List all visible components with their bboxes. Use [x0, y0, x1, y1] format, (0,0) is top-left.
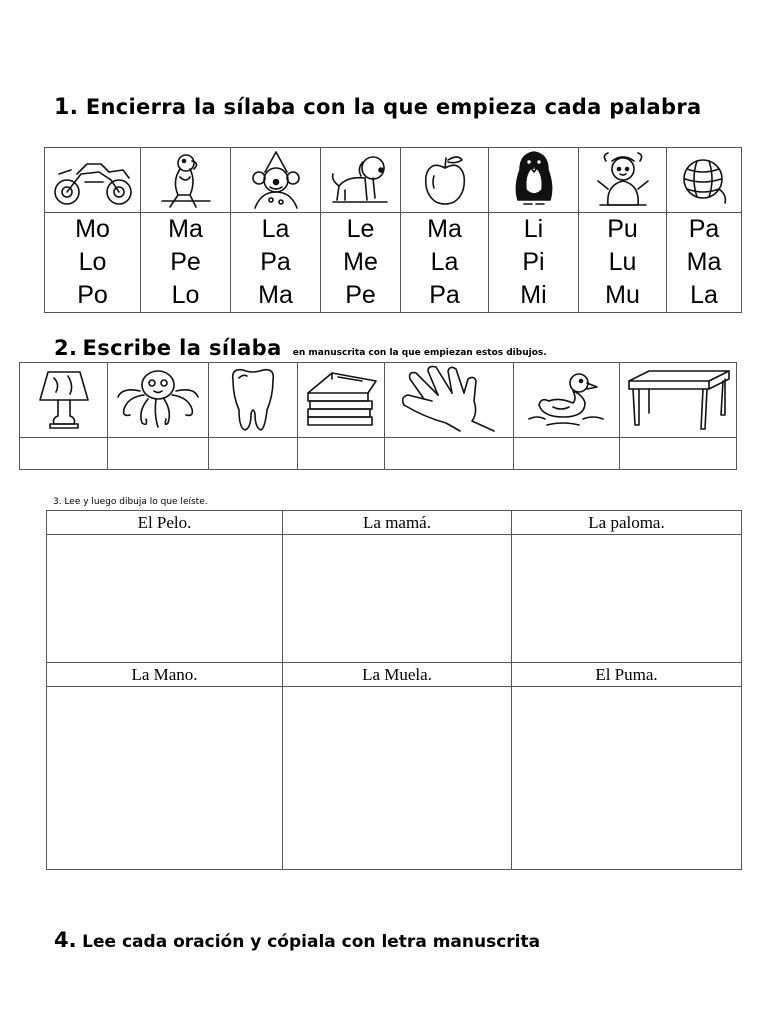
picture-cell [108, 363, 209, 438]
picture-cell [514, 363, 620, 438]
syllable-option[interactable]: Pa [429, 281, 460, 309]
doll-icon [590, 151, 656, 209]
syllable-option[interactable]: Pe [345, 281, 376, 309]
answer-box[interactable] [108, 438, 209, 470]
section-2-heading [54, 336, 547, 360]
answer-box[interactable] [20, 438, 108, 470]
syllable-cell [321, 213, 401, 313]
section-2-subtitle: en manuscrita con la que empiezan estos dibujos. [292, 348, 547, 358]
picture-cell [20, 363, 108, 438]
picture-cell [321, 148, 401, 213]
picture-cell [45, 148, 141, 213]
table-icon [623, 367, 733, 433]
syllable-option[interactable]: Mu [605, 281, 640, 309]
syllable-option[interactable]: Le [346, 215, 375, 243]
phrase-label: El Puma. [512, 663, 742, 687]
syllable-option[interactable]: La [430, 248, 459, 276]
answer-box[interactable] [514, 438, 620, 470]
syllable-option[interactable]: Po [77, 281, 108, 309]
drawing-area[interactable] [47, 687, 283, 870]
phrase-label: La Mano. [47, 663, 283, 687]
picture-cell [579, 148, 667, 213]
syllable-option[interactable]: Mi [520, 281, 547, 309]
syllable-cell [489, 213, 579, 313]
section-4-number: 4. [54, 928, 77, 952]
answer-box[interactable] [209, 438, 298, 470]
syllable-option[interactable]: Ma [258, 281, 293, 309]
section-3-title: 3. Lee y luego dibuja lo que leíste. [53, 497, 208, 507]
drawing-area[interactable] [283, 687, 512, 870]
tooth-icon [225, 366, 281, 434]
syllable-option[interactable]: Mo [75, 215, 110, 243]
yarn-ball-icon [677, 153, 731, 207]
picture-cell [667, 148, 742, 213]
syllable-cell [231, 213, 321, 313]
phrase-label: La Muela. [283, 663, 512, 687]
syllable-cell [141, 213, 231, 313]
syllable-table [44, 147, 742, 313]
apple-icon [418, 152, 472, 208]
section-2-number: 2. [54, 336, 78, 360]
section-4-title: Lee cada oración y cópiala con letra manuscrita [82, 932, 541, 952]
picture-cell [209, 363, 298, 438]
octopus-icon [114, 367, 202, 433]
syllable-option[interactable]: La [261, 215, 290, 243]
motorcycle-icon [51, 152, 135, 208]
syllable-option[interactable]: Li [523, 215, 544, 243]
answer-box[interactable] [298, 438, 385, 470]
picture-cell [298, 363, 385, 438]
syllable-cell [45, 213, 141, 313]
answer-box[interactable] [620, 438, 737, 470]
phrase-label: La paloma. [512, 511, 742, 535]
duck-icon [523, 367, 611, 433]
syllable-option[interactable]: Me [343, 248, 378, 276]
syllable-cell [667, 213, 742, 313]
syllable-option[interactable]: Lo [171, 281, 200, 309]
picture-cell [620, 363, 737, 438]
books-icon [302, 367, 380, 433]
drawing-area[interactable] [512, 535, 742, 663]
dog-icon [327, 152, 395, 208]
syllable-cell [401, 213, 489, 313]
picture-cell [385, 363, 514, 438]
lamp-icon [34, 366, 94, 434]
hand-icon [394, 365, 504, 435]
syllable-option[interactable]: Ma [168, 215, 203, 243]
syllable-option[interactable]: Ma [427, 215, 462, 243]
drawing-area[interactable] [283, 535, 512, 663]
picture-cell [489, 148, 579, 213]
syllable-cell [579, 213, 667, 313]
syllable-option[interactable]: Pa [688, 215, 720, 243]
picture-cell [231, 148, 321, 213]
drawing-area[interactable] [47, 535, 283, 663]
syllable-option[interactable]: Lu [608, 248, 637, 276]
picture-cell [401, 148, 489, 213]
answer-box[interactable] [385, 438, 514, 470]
syllable-option[interactable]: Pi [522, 248, 545, 276]
section-2-title: Escribe la sílaba [82, 336, 282, 360]
syllable-option[interactable]: Lo [78, 248, 107, 276]
picture-cell [141, 148, 231, 213]
syllable-option[interactable]: La [690, 281, 718, 309]
syllable-option[interactable]: Pa [260, 248, 291, 276]
penguin-icon [504, 150, 564, 210]
write-syllable-table [19, 362, 737, 470]
section-1-heading [54, 94, 714, 121]
syllable-option[interactable]: Pu [607, 215, 638, 243]
clown-icon [241, 150, 311, 210]
phrase-label: La mamá. [283, 511, 512, 535]
syllable-option[interactable]: Ma [686, 248, 722, 276]
read-and-draw-table [46, 510, 742, 870]
syllable-option[interactable]: Pe [170, 248, 201, 276]
parrot-icon [156, 151, 216, 209]
section-1-number: 1. [54, 95, 79, 120]
section-1-title: Encierra la sílaba con la que empieza cada palabra [85, 95, 702, 119]
drawing-area[interactable] [512, 687, 742, 870]
phrase-label: El Pelo. [47, 511, 283, 535]
section-4-heading [54, 928, 540, 952]
